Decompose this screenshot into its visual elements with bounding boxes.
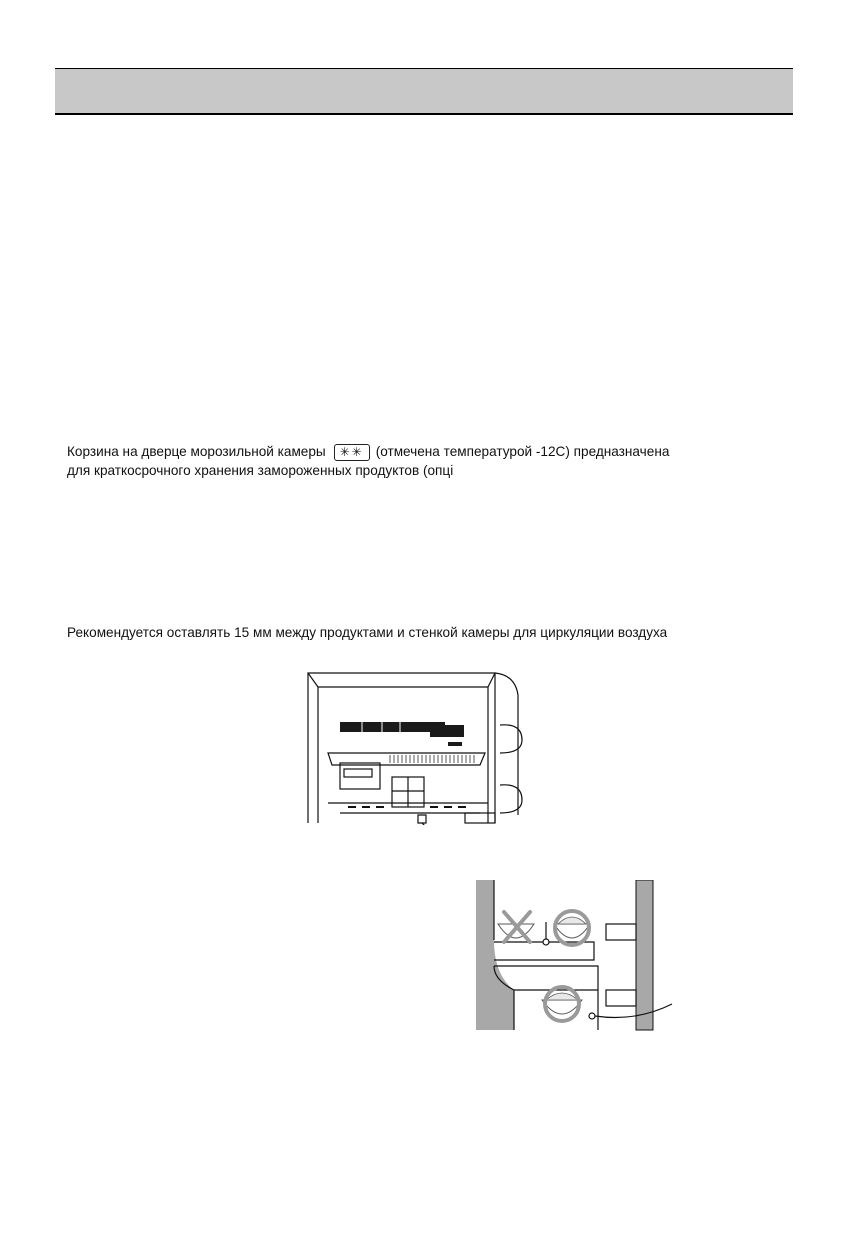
freezer-interior-figure [300, 665, 525, 825]
basket-note-prefix: Корзина на дверце морозильной камеры [67, 444, 326, 459]
basket-note-line1 [67, 443, 669, 461]
freezer-star-symbol-icon: ✳✳ [334, 444, 370, 461]
air-circulation-note: Рекомендуется оставлять 15 мм между продуктами и стенкой камеры для циркуляции воздуха [67, 625, 668, 640]
section-header-band [55, 68, 793, 115]
shelf-placement-figure [476, 880, 686, 1032]
basket-note-line2: для краткосрочного хранения замороженных продуктов (опці [67, 463, 454, 478]
basket-note-suffix: (отмечена температурой -12С) предназначена [375, 444, 670, 459]
